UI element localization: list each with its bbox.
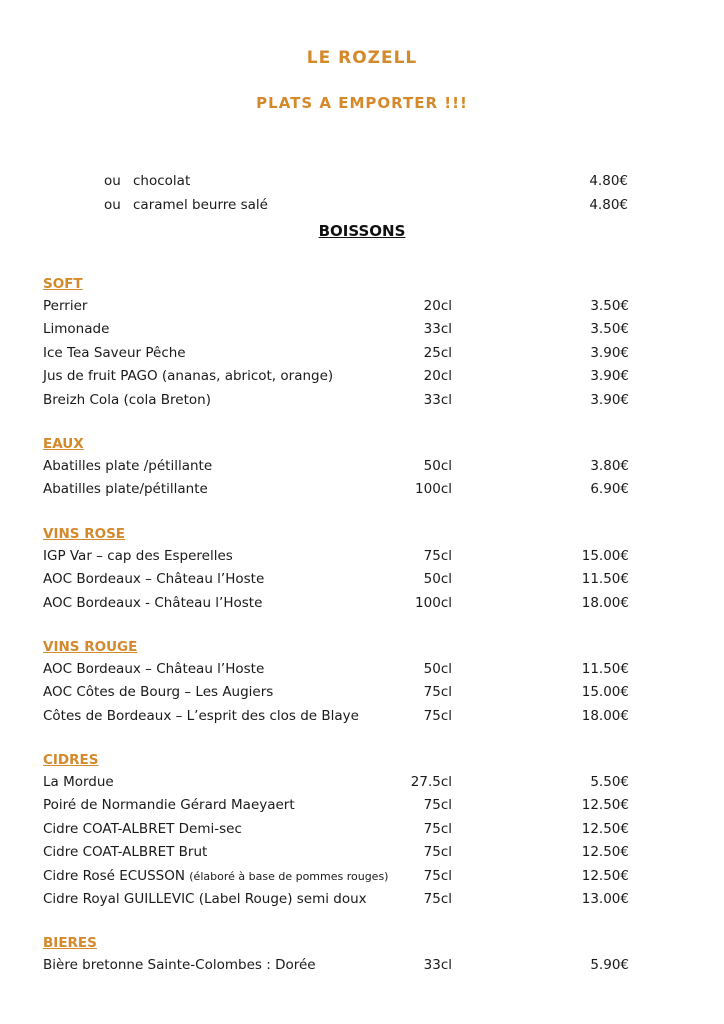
item-volume: 75cl	[423, 707, 452, 724]
item-volume: 75cl	[423, 890, 452, 907]
menu-item	[43, 818, 629, 841]
intro-price: 4.80€	[589, 197, 628, 213]
menu-item	[43, 658, 629, 681]
item-price: 12.50€	[581, 867, 629, 884]
item-name: Breizh Cola (cola Breton)	[43, 391, 211, 408]
item-price: 3.50€	[590, 298, 629, 314]
section-title: BIERES	[43, 935, 97, 951]
intro-price: 4.80€	[589, 173, 628, 189]
item-name: AOC Bordeaux – Château l’Hoste	[43, 571, 265, 588]
item-volume: 20cl	[423, 368, 452, 385]
menu-item	[43, 389, 629, 412]
section-vins-rouge	[43, 636, 629, 728]
section-eaux	[43, 433, 629, 502]
item-volume: 75cl	[423, 867, 452, 884]
item-volume: 50cl	[423, 661, 452, 677]
item-name: Perrier	[43, 298, 88, 314]
item-price: 15.00€	[581, 684, 629, 701]
intro-name: chocolat	[133, 173, 191, 189]
item-price: 5.90€	[590, 957, 629, 973]
item-volume: 100cl	[415, 481, 452, 498]
item-volume: 33cl	[423, 321, 452, 338]
item-name: Côtes de Bordeaux – L’esprit des clos de Blaye	[43, 707, 359, 724]
item-price: 12.50€	[581, 844, 629, 861]
item-volume: 20cl	[423, 298, 452, 314]
item-volume: 75cl	[423, 797, 452, 814]
item-price: 3.90€	[590, 391, 629, 408]
item-price: 18.00€	[581, 707, 629, 724]
item-name: Limonade	[43, 321, 110, 338]
item-volume: 75cl	[423, 820, 452, 837]
section-cidres	[43, 749, 629, 911]
intro-prefix: ou	[104, 197, 121, 213]
item-price: 11.50€	[581, 661, 629, 677]
menu-item	[43, 954, 629, 977]
menu-item	[43, 318, 629, 341]
item-volume: 33cl	[423, 957, 452, 973]
item-price: 6.90€	[590, 481, 629, 498]
item-name: Bière bretonne Sainte-Colombes : Dorée	[43, 957, 316, 973]
item-price: 12.50€	[581, 820, 629, 837]
item-name: Cidre COAT-ALBRET Demi-sec	[43, 820, 242, 837]
menu-item	[43, 365, 629, 388]
restaurant-title: LE ROZELL	[306, 48, 418, 68]
item-price: 13.00€	[581, 890, 629, 907]
menu-item	[43, 592, 629, 615]
item-name: Cidre Rosé ECUSSON	[43, 867, 185, 884]
section-title: SOFT	[43, 276, 83, 292]
item-volume: 27.5cl	[410, 774, 452, 790]
menu-item	[43, 841, 629, 864]
intro-item	[104, 197, 628, 219]
menu-item	[43, 681, 629, 704]
section-vins-rose	[43, 523, 629, 615]
item-price: 3.50€	[590, 321, 629, 338]
menu-item	[43, 545, 629, 568]
item-price: 3.90€	[590, 368, 629, 385]
menu-item	[43, 794, 629, 817]
item-name: La Mordue	[43, 774, 114, 790]
intro-item	[104, 173, 628, 195]
menu-item	[43, 295, 629, 318]
menu-item	[43, 865, 629, 888]
item-price: 3.80€	[590, 458, 629, 474]
menu-item	[43, 771, 629, 794]
item-price: 15.00€	[581, 548, 629, 564]
section-title: VINS ROSE	[43, 526, 126, 542]
menu-subtitle: PLATS A EMPORTER !!!	[256, 94, 468, 112]
section-bieres	[43, 932, 629, 977]
item-name: Poiré de Normandie Gérard Maeyaert	[43, 797, 295, 814]
item-volume: 50cl	[423, 571, 452, 588]
section-soft	[43, 273, 629, 412]
section-title: EAUX	[43, 436, 84, 452]
item-price: 12.50€	[581, 797, 629, 814]
menu-item	[43, 478, 629, 501]
item-name: Abatilles plate/pétillante	[43, 481, 208, 498]
section-title: VINS ROUGE	[43, 639, 138, 655]
intro-prefix: ou	[104, 173, 121, 189]
item-name-wrap	[43, 865, 388, 888]
item-name: Ice Tea Saveur Pêche	[43, 344, 186, 361]
item-price: 11.50€	[581, 571, 629, 588]
menu-item	[43, 568, 629, 591]
item-volume: 75cl	[423, 548, 452, 564]
section-title: CIDRES	[43, 752, 99, 768]
item-price: 18.00€	[581, 594, 629, 611]
item-name: Cidre Royal GUILLEVIC (Label Rouge) semi doux	[43, 890, 367, 907]
item-name: Abatilles plate /pétillante	[43, 458, 213, 474]
item-name: AOC Côtes de Bourg – Les Augiers	[43, 684, 274, 701]
item-note: (élaboré à base de pommes rouges)	[189, 869, 389, 883]
intro-name: caramel beurre salé	[133, 197, 268, 213]
item-name: Cidre COAT-ALBRET Brut	[43, 844, 208, 861]
item-volume: 33cl	[423, 391, 452, 408]
item-name: IGP Var – cap des Esperelles	[43, 548, 233, 564]
menu-item	[43, 455, 629, 478]
menu-item	[43, 705, 629, 728]
item-name: AOC Bordeaux - Château l’Hoste	[43, 594, 263, 611]
item-volume: 50cl	[423, 458, 452, 474]
menu-item	[43, 888, 629, 911]
item-price: 3.90€	[590, 344, 629, 361]
menu-item	[43, 342, 629, 365]
item-volume: 100cl	[415, 594, 452, 611]
item-volume: 75cl	[423, 684, 452, 701]
item-price: 5.50€	[590, 774, 629, 790]
item-volume: 75cl	[423, 844, 452, 861]
item-name: Jus de fruit PAGO (ananas, abricot, orange)	[43, 368, 334, 385]
boissons-heading: BOISSONS	[318, 222, 406, 240]
item-name: AOC Bordeaux – Château l’Hoste	[43, 661, 265, 677]
item-volume: 25cl	[423, 344, 452, 361]
